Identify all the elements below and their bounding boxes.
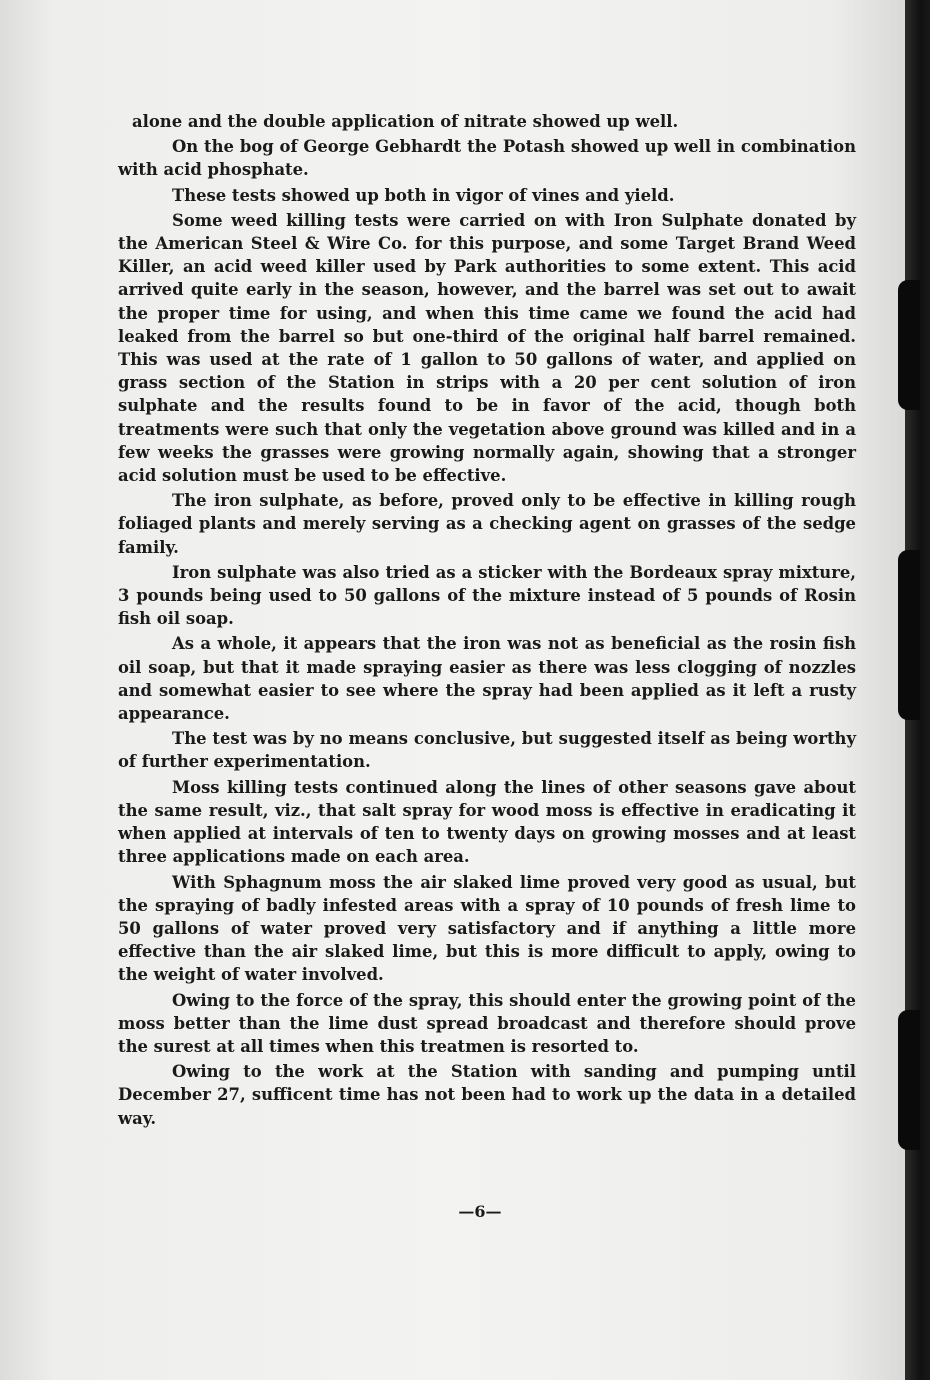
paragraph: Iron sulphate was also tried as a sticker with the Bordeaux spray mixture, 3 pounds being used to 50 gallons of the mixture instead of 5 pounds of Rosin fish oil soap. — [118, 562, 856, 629]
paragraph: Some weed killing tests were carried on with Iron Sulphate donated by the American Steel & Wire Co. for this purpose, and some Target Brand Weed Killer, an acid weed killer used by Park authorities to some extent. This acid arrived quite early in the season, however, and the barrel was set out to await the proper time for using, and when this time came we found the acid had leaked from the barrel so but one-third of the original half barrel remained. This was used at the rate of 1 gallon to 50 gallons of water, and applied on grass section of the Station in strips with a 20 per cent solution of iron sulphate and the results found to be in favor of the acid, though both treatments were such that only the vegetation above ground was killed and in a few weeks the grasses were growing normally again, showing that a stronger acid solution must be used to be effective. — [118, 210, 856, 486]
page-number: —6— — [458, 1202, 502, 1221]
paragraph: With Sphagnum moss the air slaked lime proved very good as usual, but the spraying of badly infested areas with a spray of 10 pounds of fresh lime to 50 gallons of water proved very satisfactory and if anything a little more effective than the air slaked lime, but this is more difficult to apply, owing to the weight of water involved. — [118, 872, 856, 985]
binding-tab — [898, 550, 920, 720]
paragraph: Owing to the work at the Station with sanding and pumping until December 27, sufficent time has not been had to work up the data in a detailed way. — [118, 1062, 856, 1128]
binding-tab — [898, 1010, 920, 1150]
paragraph: As a whole, it appears that the iron was not as beneficial as the rosin fish oil soap, but that it made spraying easier as there was less clogging of nozzles and somewhat easier to see where the spray had been applied as it left a rusty appearance. — [118, 634, 856, 724]
paragraph: These tests showed up both in vigor of vines and yield. — [172, 185, 675, 205]
paragraph: The test was by no means conclusive, but suggested itself as being worthy of further experimentation. — [118, 729, 856, 772]
body-text — [118, 110, 856, 1132]
paragraph: alone and the double application of nitrate showed up well. — [132, 112, 679, 131]
paragraph: Owing to the force of the spray, this should enter the growing point of the moss better than the lime dust spread broadcast and therefore should prove the surest at all times when this treatmen is resorted to. — [118, 990, 856, 1056]
paragraph: The iron sulphate, as before, proved only to be effective in killing rough foliaged plants and merely serving as a checking agent on grasses of the sedge family. — [118, 491, 856, 557]
binding-tab — [898, 280, 920, 410]
paragraph: On the bog of George Gebhardt the Potash showed up well in combination with acid phosphate. — [118, 137, 856, 180]
paragraph: Moss killing tests continued along the lines of other seasons gave about the same result, viz., that salt spray for wood moss is effective in eradicating it when applied at intervals of ten to twenty days on growing mosses and at least three applications made on each area. — [118, 777, 856, 867]
